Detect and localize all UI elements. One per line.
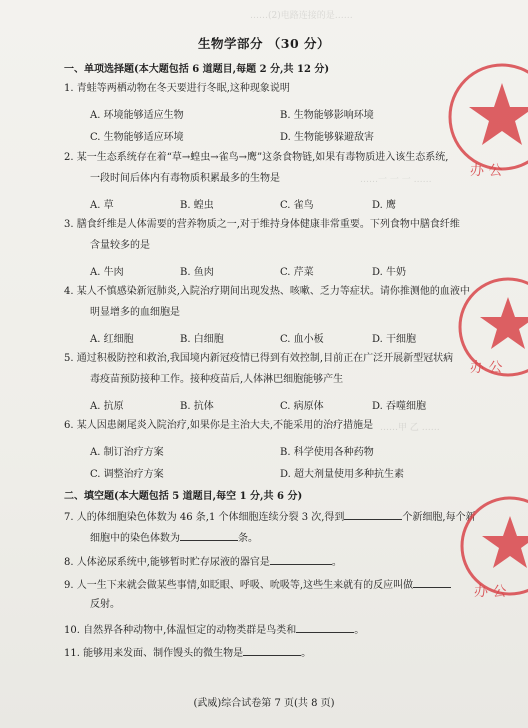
option-4c: C. 血小板 — [280, 334, 324, 345]
option-4a: A. 红细胞 — [90, 334, 134, 345]
stamp-text-bottom: 办 公 — [474, 584, 507, 600]
stamp-seal-middle — [448, 272, 528, 382]
answer-blank-7b[interactable] — [180, 530, 238, 541]
stamp-text-middle: 办 公 — [470, 360, 503, 376]
option-5c: C. 病原体 — [280, 401, 324, 412]
option-1b: B. 生物能够影响环境 — [280, 110, 374, 121]
option-4d: D. 干细胞 — [372, 334, 417, 345]
question-11-text-b: 。 — [301, 648, 312, 659]
question-2-line2: 一段时间后体内有毒物质积累最多的生物是 — [90, 173, 280, 184]
question-10-text-a: 10. 自然界各种动物中,体温恒定的动物类群是鸟类和 — [64, 625, 297, 636]
option-1c: C. 生物能够适应环境 — [90, 132, 184, 143]
option-5d: D. 吞噬细胞 — [372, 401, 427, 412]
page-footer: (武威)综合试卷第 7 页(共 8 页) — [193, 698, 335, 709]
answer-blank-7a[interactable] — [344, 509, 402, 520]
option-3d: D. 牛奶 — [372, 267, 407, 278]
option-5b: B. 抗体 — [180, 401, 214, 412]
bleed-text: ……(2)电路连接的是…… — [250, 11, 353, 21]
question-10 — [64, 622, 364, 638]
question-6: 6. 某人因患阑尾炎入院治疗,如果你是主治大夫,不能采用的治疗措施是 — [64, 420, 374, 431]
answer-blank-8[interactable] — [270, 554, 332, 565]
question-4-line1: 4. 某人不慎感染新冠肺炎,入院治疗期间出现发热、咳嗽、乏力等症状。请你推测他的血液中 — [64, 286, 470, 297]
question-7-line1 — [64, 509, 476, 525]
question-8-text-b: 。 — [331, 557, 342, 568]
question-9-line2: 反射。 — [90, 599, 120, 610]
option-3a: A. 牛肉 — [90, 267, 124, 278]
stamp-seal-top — [440, 55, 528, 185]
question-9-line1 — [64, 577, 451, 593]
question-3-line1: 3. 膳食纤维是人体需要的营养物质之一,对于维持身体健康非常重要。下列食物中膳食纤维 — [64, 219, 460, 230]
question-3-line2: 含量较多的是 — [90, 240, 150, 251]
question-7-text-c: 细胞中的染色体数为 — [90, 533, 180, 544]
option-1d: D. 生物能够躲避敌害 — [280, 132, 375, 143]
option-2a: A. 草 — [90, 200, 114, 211]
bleed-text: ……一 一 一 …… — [360, 175, 432, 185]
bleed-text: ……甲 乙 …… — [380, 423, 440, 433]
question-11 — [64, 645, 311, 661]
question-1: 1. 青蛙等两栖动物在冬天要进行冬眠,这种现象说明 — [64, 83, 290, 94]
option-6c: C. 调整治疗方案 — [90, 469, 164, 480]
option-6a: A. 制订治疗方案 — [90, 447, 164, 458]
question-7-text-a: 7. 人的体细胞染色体数为 46 条,1 个体细胞连续分裂 3 次,得到 — [64, 512, 345, 523]
option-3b: B. 鱼肉 — [180, 267, 214, 278]
option-5a: A. 抗原 — [90, 401, 124, 412]
answer-blank-10[interactable] — [296, 622, 354, 633]
question-11-text-a: 11. 能够用来发面、制作馒头的微生物是 — [64, 648, 244, 659]
section-heading-choice: 一、单项选择题(本大题包括 6 道题目,每题 2 分,共 12 分) — [64, 64, 330, 75]
option-2c: C. 雀鸟 — [280, 200, 314, 211]
page-title: 生物学部分 （30 分） — [197, 36, 331, 51]
question-7-line2 — [90, 530, 258, 546]
section-heading-fill: 二、填空题(本大题包括 5 道题目,每空 1 分,共 6 分) — [64, 491, 303, 502]
option-2d: D. 鹰 — [372, 200, 397, 211]
question-8 — [64, 554, 342, 570]
option-4b: B. 白细胞 — [180, 334, 224, 345]
question-9-text-a: 9. 人一生下来就会做某些事情,如眨眼、呼吸、吮吸等,这些生来就有的反应叫做 — [64, 580, 414, 591]
question-7-text-d: 条。 — [238, 533, 258, 544]
answer-blank-9[interactable] — [413, 577, 451, 588]
question-5-line2: 毒疫苗预防接种工作。接种疫苗后,人体淋巴细胞能够产生 — [90, 374, 344, 385]
stamp-text-top: 办 公 — [470, 163, 503, 179]
question-7-text-b: 个新细胞,每个新 — [402, 512, 476, 523]
option-1a: A. 环境能够适应生物 — [90, 110, 184, 121]
option-6b: B. 科学使用各种药物 — [280, 447, 374, 458]
question-2-line1: 2. 某一生态系统存在着“草→蝗虫→雀鸟→鹰”这条食物链,如果有毒物质进入该生态系统, — [64, 152, 449, 163]
option-2b: B. 蝗虫 — [180, 200, 214, 211]
question-4-line2: 明显增多的血细胞是 — [90, 307, 180, 318]
answer-blank-11[interactable] — [243, 645, 301, 656]
option-6d: D. 超大剂量使用多种抗生素 — [280, 469, 405, 480]
option-3c: C. 芹菜 — [280, 267, 314, 278]
question-10-text-b: 。 — [354, 625, 365, 636]
question-8-text-a: 8. 人体泌尿系统中,能够暂时贮存尿液的器官是 — [64, 557, 270, 568]
stamp-seal-bottom — [452, 488, 528, 608]
question-5-line1: 5. 通过积极防控和救治,我国境内新冠疫情已得到有效控制,目前正在广泛开展新型冠状病 — [64, 353, 454, 364]
